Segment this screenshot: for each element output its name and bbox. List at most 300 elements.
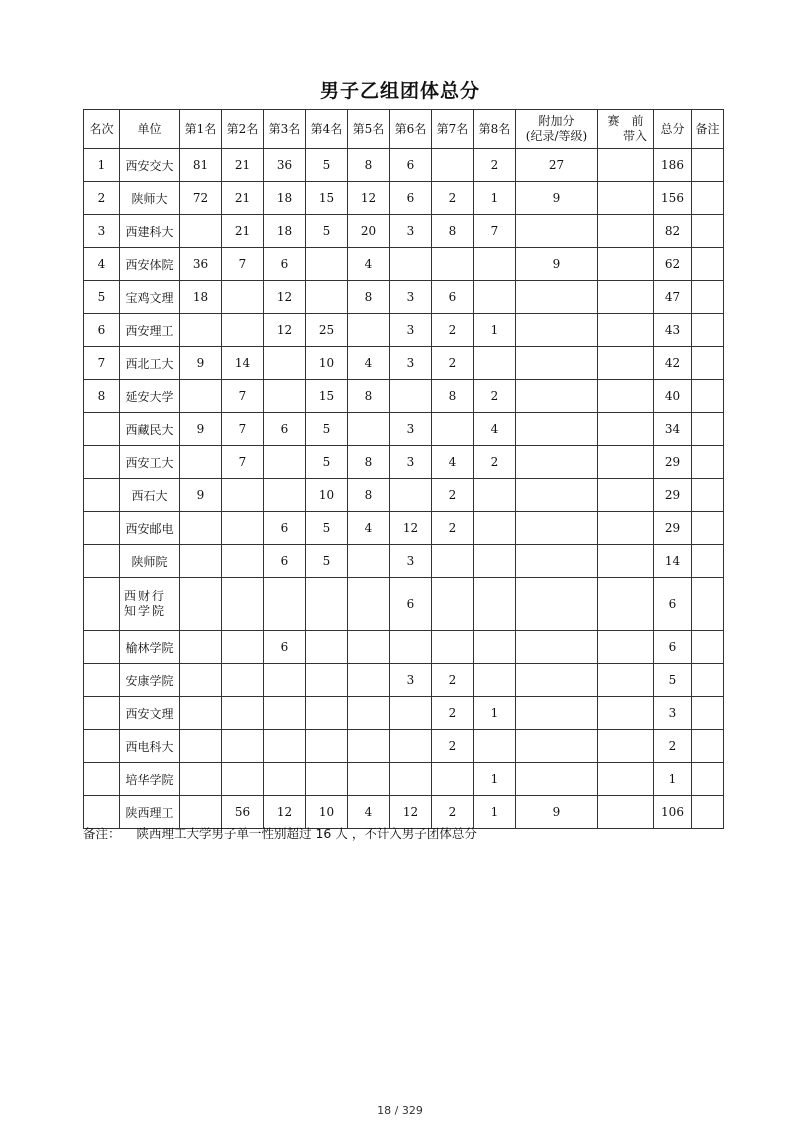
cell-carry [598,479,654,512]
cell-remark [692,763,724,796]
cell-rank [84,479,120,512]
cell-rank [84,578,120,631]
cell-place-2 [222,578,264,631]
cell-unit: 西安文理 [120,697,180,730]
cell-unit: 西安工大 [120,446,180,479]
page-title: 男子乙组团体总分 [319,80,480,102]
cell-place-4: 10 [306,347,348,380]
cell-remark [692,578,724,631]
header-place-6: 第6名 [390,110,432,149]
cell-place-5: 8 [348,281,390,314]
cell-place-8 [474,281,516,314]
cell-total: 1 [654,763,692,796]
cell-rank [84,631,120,664]
cell-place-5 [348,413,390,446]
cell-place-3 [264,446,306,479]
cell-remark [692,479,724,512]
cell-bonus [516,413,598,446]
cell-carry [598,248,654,281]
header-carry-line1: 赛 前 [607,114,644,128]
cell-unit: 宝鸡文理 [120,281,180,314]
cell-place-2 [222,479,264,512]
cell-place-2 [222,545,264,578]
cell-place-6: 12 [390,796,432,829]
cell-place-3: 6 [264,413,306,446]
cell-place-3 [264,479,306,512]
cell-bonus [516,763,598,796]
page-number: 18 / 329 [377,1104,423,1117]
table-row [84,413,724,446]
cell-unit: 陕师院 [120,545,180,578]
cell-unit: 榆林学院 [120,631,180,664]
cell-rank [84,446,120,479]
cell-carry [598,512,654,545]
cell-place-4: 5 [306,446,348,479]
cell-bonus [516,664,598,697]
header-place-7: 第7名 [432,110,474,149]
header-total: 总分 [654,110,692,149]
cell-place-4 [306,664,348,697]
cell-total: 29 [654,479,692,512]
cell-place-1 [180,215,222,248]
cell-place-7: 4 [432,446,474,479]
cell-remark [692,512,724,545]
cell-total: 5 [654,664,692,697]
cell-remark [692,545,724,578]
cell-bonus [516,314,598,347]
cell-place-2: 7 [222,446,264,479]
table-row [84,314,724,347]
cell-place-6: 3 [390,545,432,578]
cell-place-1: 9 [180,479,222,512]
cell-place-6: 6 [390,182,432,215]
cell-place-1 [180,512,222,545]
header-place-2: 第2名 [222,110,264,149]
cell-total: 29 [654,512,692,545]
cell-place-6 [390,631,432,664]
table-row [84,281,724,314]
cell-remark [692,697,724,730]
cell-remark [692,730,724,763]
table-row [84,631,724,664]
cell-bonus [516,697,598,730]
cell-bonus [516,730,598,763]
cell-place-2: 7 [222,413,264,446]
cell-place-6: 6 [390,578,432,631]
table-row [84,380,724,413]
cell-unit: 延安大学 [120,380,180,413]
cell-place-6: 6 [390,149,432,182]
cell-place-2: 21 [222,215,264,248]
cell-place-7: 2 [432,347,474,380]
cell-place-7 [432,248,474,281]
cell-bonus: 9 [516,248,598,281]
cell-place-7: 2 [432,664,474,697]
cell-place-8: 1 [474,697,516,730]
cell-carry [598,796,654,829]
cell-place-8 [474,578,516,631]
cell-bonus [516,380,598,413]
cell-unit: 西北工大 [120,347,180,380]
cell-carry [598,182,654,215]
cell-carry [598,545,654,578]
cell-place-3: 6 [264,512,306,545]
table-row [84,182,724,215]
cell-carry [598,697,654,730]
cell-place-5 [348,631,390,664]
note-text: 陕西理工大学男子单一性别超过 16 人 ，不计入男子团体总分 [136,826,477,841]
cell-place-8 [474,545,516,578]
cell-place-5 [348,314,390,347]
cell-place-6: 3 [390,347,432,380]
cell-rank: 4 [84,248,120,281]
cell-total: 40 [654,380,692,413]
cell-place-5: 4 [348,248,390,281]
cell-bonus [516,215,598,248]
cell-place-8 [474,248,516,281]
cell-place-7 [432,631,474,664]
cell-place-7 [432,149,474,182]
cell-place-4 [306,631,348,664]
cell-place-8: 2 [474,149,516,182]
cell-place-6: 3 [390,446,432,479]
cell-bonus [516,479,598,512]
cell-rank: 3 [84,215,120,248]
cell-place-3: 36 [264,149,306,182]
cell-carry [598,149,654,182]
cell-place-5: 20 [348,215,390,248]
cell-place-7: 8 [432,380,474,413]
table-row [84,479,724,512]
cell-rank: 2 [84,182,120,215]
table-row [84,578,724,631]
cell-carry [598,347,654,380]
cell-bonus [516,512,598,545]
cell-place-7 [432,763,474,796]
cell-carry [598,281,654,314]
cell-rank: 5 [84,281,120,314]
cell-place-4 [306,578,348,631]
cell-place-3 [264,664,306,697]
cell-place-5: 8 [348,446,390,479]
cell-total: 156 [654,182,692,215]
cell-place-4: 5 [306,512,348,545]
cell-place-1 [180,314,222,347]
cell-place-4 [306,697,348,730]
cell-place-8 [474,347,516,380]
cell-place-5: 8 [348,149,390,182]
cell-place-2 [222,512,264,545]
cell-place-1 [180,446,222,479]
note [83,824,477,842]
cell-rank [84,413,120,446]
cell-place-8: 2 [474,380,516,413]
cell-place-2 [222,763,264,796]
cell-place-6 [390,763,432,796]
cell-total: 106 [654,796,692,829]
cell-carry [598,763,654,796]
cell-place-6 [390,248,432,281]
cell-place-3 [264,347,306,380]
cell-place-3 [264,763,306,796]
cell-place-4: 5 [306,545,348,578]
cell-remark [692,664,724,697]
cell-place-8 [474,512,516,545]
cell-bonus [516,631,598,664]
cell-remark [692,631,724,664]
cell-remark [692,347,724,380]
cell-place-1 [180,697,222,730]
cell-place-7: 2 [432,697,474,730]
header-place-1: 第1名 [180,110,222,149]
cell-unit: 西安邮电 [120,512,180,545]
cell-bonus: 27 [516,149,598,182]
note-label: 备注： [83,826,121,841]
cell-place-8: 1 [474,314,516,347]
cell-place-4 [306,730,348,763]
cell-carry [598,446,654,479]
cell-rank [84,664,120,697]
cell-total: 186 [654,149,692,182]
cell-unit: 西建科大 [120,215,180,248]
cell-rank [84,545,120,578]
cell-place-5 [348,578,390,631]
table-row [84,347,724,380]
table-row [84,248,724,281]
cell-place-4 [306,248,348,281]
cell-place-5: 4 [348,512,390,545]
cell-carry [598,380,654,413]
cell-place-4: 10 [306,796,348,829]
header-place-8: 第8名 [474,110,516,149]
cell-place-1 [180,730,222,763]
team-score-table [83,109,724,829]
cell-place-4: 5 [306,413,348,446]
cell-place-7: 2 [432,512,474,545]
table-row [84,697,724,730]
header-place-4: 第4名 [306,110,348,149]
cell-bonus [516,578,598,631]
table-row [84,664,724,697]
cell-unit: 陕西理工 [120,796,180,829]
cell-place-4: 15 [306,380,348,413]
cell-place-1: 72 [180,182,222,215]
cell-place-6: 3 [390,664,432,697]
cell-place-1 [180,631,222,664]
cell-place-5: 4 [348,796,390,829]
cell-place-3 [264,730,306,763]
cell-place-5 [348,697,390,730]
cell-place-6: 3 [390,413,432,446]
cell-place-7: 2 [432,314,474,347]
cell-place-2 [222,664,264,697]
cell-remark [692,446,724,479]
cell-carry [598,314,654,347]
cell-place-3: 12 [264,281,306,314]
cell-place-1 [180,763,222,796]
cell-place-1 [180,664,222,697]
header-rank: 名次 [84,110,120,149]
cell-rank: 1 [84,149,120,182]
cell-place-3: 18 [264,215,306,248]
cell-remark [692,182,724,215]
cell-place-7 [432,545,474,578]
cell-place-6: 12 [390,512,432,545]
cell-total: 6 [654,631,692,664]
cell-bonus: 9 [516,182,598,215]
cell-place-1 [180,578,222,631]
cell-total: 29 [654,446,692,479]
table-row [84,512,724,545]
cell-place-7: 2 [432,796,474,829]
cell-place-3: 6 [264,248,306,281]
header-place-5: 第5名 [348,110,390,149]
cell-place-3: 18 [264,182,306,215]
cell-carry [598,215,654,248]
cell-place-5 [348,730,390,763]
cell-bonus: 9 [516,796,598,829]
cell-place-6 [390,730,432,763]
cell-place-5: 12 [348,182,390,215]
cell-place-4: 5 [306,149,348,182]
cell-place-5 [348,763,390,796]
cell-place-4: 15 [306,182,348,215]
cell-total: 43 [654,314,692,347]
header-bonus-line1: 附加分 [538,114,575,128]
header-bonus [516,110,598,149]
cell-unit-text: 西财行知学院 [124,589,167,618]
cell-unit: 西安理工 [120,314,180,347]
cell-place-4: 5 [306,215,348,248]
cell-place-6: 3 [390,215,432,248]
cell-unit: 西安体院 [120,248,180,281]
cell-place-3 [264,578,306,631]
cell-remark [692,380,724,413]
cell-place-7: 8 [432,215,474,248]
cell-place-5 [348,664,390,697]
cell-remark [692,796,724,829]
cell-place-6: 3 [390,281,432,314]
cell-bonus [516,446,598,479]
cell-place-7 [432,413,474,446]
cell-unit: 西藏民大 [120,413,180,446]
cell-remark [692,314,724,347]
cell-rank: 7 [84,347,120,380]
cell-place-6 [390,380,432,413]
header-unit: 单位 [120,110,180,149]
cell-unit: 西石大 [120,479,180,512]
cell-place-3 [264,697,306,730]
cell-remark [692,281,724,314]
cell-place-8: 1 [474,796,516,829]
cell-remark [692,149,724,182]
table-row [84,446,724,479]
cell-place-6: 3 [390,314,432,347]
cell-place-2 [222,281,264,314]
cell-remark [692,215,724,248]
cell-place-2: 14 [222,347,264,380]
cell-place-8 [474,631,516,664]
cell-rank [84,730,120,763]
cell-unit: 培华学院 [120,763,180,796]
cell-place-1: 9 [180,347,222,380]
cell-carry [598,664,654,697]
cell-place-8 [474,730,516,763]
cell-place-8: 4 [474,413,516,446]
cell-total: 42 [654,347,692,380]
table-row [84,545,724,578]
cell-rank: 8 [84,380,120,413]
cell-total: 47 [654,281,692,314]
header-remark: 备注 [692,110,724,149]
cell-place-4: 25 [306,314,348,347]
cell-place-2 [222,730,264,763]
cell-place-7: 2 [432,730,474,763]
header-carry [598,110,654,149]
cell-place-7 [432,578,474,631]
cell-total: 6 [654,578,692,631]
header-carry-line2: 带入 [622,129,647,143]
cell-unit: 西电科大 [120,730,180,763]
cell-bonus [516,347,598,380]
cell-place-8: 1 [474,763,516,796]
cell-rank: 6 [84,314,120,347]
cell-total: 14 [654,545,692,578]
cell-rank [84,512,120,545]
cell-place-1 [180,545,222,578]
cell-place-1: 18 [180,281,222,314]
cell-total: 2 [654,730,692,763]
table-row [84,763,724,796]
cell-place-8 [474,479,516,512]
cell-place-8: 1 [474,182,516,215]
cell-total: 34 [654,413,692,446]
cell-place-3: 12 [264,314,306,347]
cell-place-2 [222,631,264,664]
table-row [84,215,724,248]
cell-unit: 陕师大 [120,182,180,215]
cell-place-1: 36 [180,248,222,281]
cell-place-3: 6 [264,631,306,664]
cell-unit [120,578,180,631]
cell-place-2 [222,697,264,730]
cell-place-8: 2 [474,446,516,479]
cell-place-4: 10 [306,479,348,512]
table-body [84,149,724,829]
cell-place-5: 8 [348,479,390,512]
cell-place-1: 9 [180,413,222,446]
cell-place-5: 8 [348,380,390,413]
cell-place-8 [474,664,516,697]
cell-place-1 [180,380,222,413]
cell-remark [692,248,724,281]
cell-place-6 [390,697,432,730]
cell-rank [84,763,120,796]
cell-carry [598,631,654,664]
cell-bonus [516,281,598,314]
cell-place-3 [264,380,306,413]
cell-remark [692,413,724,446]
table-row [84,149,724,182]
cell-bonus [516,545,598,578]
cell-place-7: 2 [432,479,474,512]
header-row [84,110,724,149]
cell-total: 82 [654,215,692,248]
cell-total: 3 [654,697,692,730]
cell-rank [84,697,120,730]
cell-carry [598,578,654,631]
cell-place-2: 21 [222,182,264,215]
